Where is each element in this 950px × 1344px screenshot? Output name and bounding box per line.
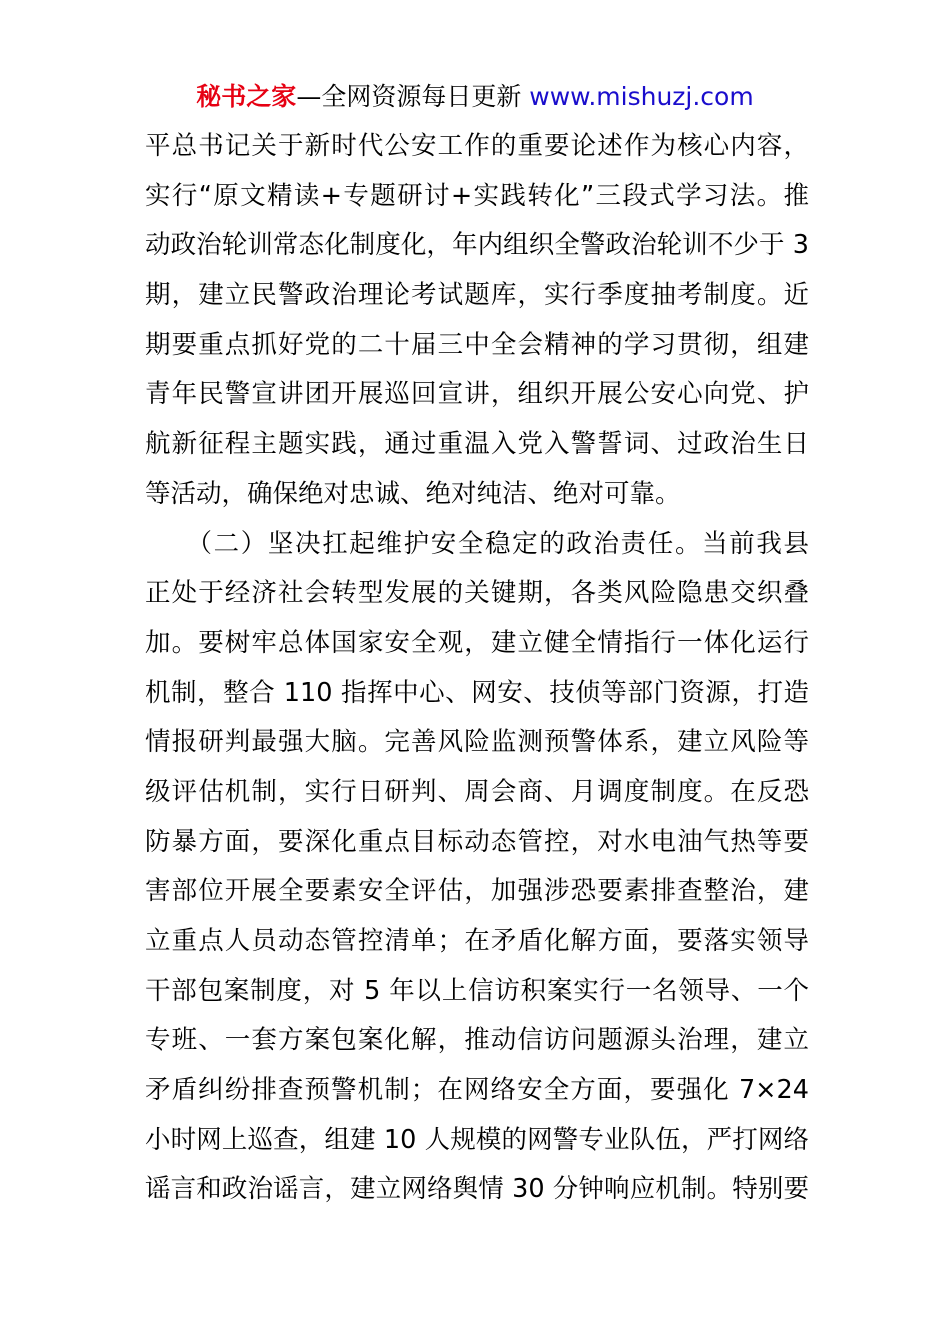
site-brand: 秘书之家 [196, 82, 297, 111]
text-line: 害部位开展全要素安全评估，加强涉恐要素排查整治，建 [145, 876, 809, 907]
text-line: 立重点人员动态管控清单；在矛盾化解方面，要落实领导 [145, 926, 809, 956]
text-line: 情报研判最强大脑。完善风险监测预警体系，建立风险等 [145, 727, 809, 758]
text-line: 航新征程主题实践，通过重温入党入警誓词、过政治生日 [145, 429, 809, 460]
text-line: 级评估机制，实行日研判、周会商、月调度制度。在反恐 [145, 776, 809, 807]
text-line: 期，建立民警政治理论考试题库，实行季度抽考制度。近 [145, 280, 809, 311]
text-line: 等活动，确保绝对忠诚、绝对纯洁、绝对可靠。 [145, 478, 681, 509]
text-line: 动政治轮训常态化制度化，年内组织全警政治轮训不少于 3 [145, 230, 809, 261]
text-line: 专班、一套方案包案化解，推动信访问题源头治理，建立 [145, 1025, 809, 1056]
text-line: 加。要树牢总体国家安全观，建立健全情指行一体化运行 [145, 627, 809, 658]
section-heading-line: （二）坚决扛起维护安全稳定的政治责任。当前我县 [145, 528, 809, 559]
text-line: 干部包案制度，对 5 年以上信访积案实行一名领导、一个 [145, 975, 809, 1006]
text-line: 谣言和政治谣言，建立网络舆情 30 分钟响应机制。特别要 [145, 1174, 809, 1205]
text-line: 小时网上巡查，组建 10 人规模的网警专业队伍，严打网络 [145, 1124, 809, 1155]
text-line: 正处于经济社会转型发展的关键期，各类风险隐患交织叠 [145, 578, 809, 609]
text-line: 实行“原文精读+专题研讨+实践转化”三段式学习法。推 [145, 180, 809, 211]
text-line: 青年民警宣讲团开展巡回宣讲，组织开展公安心向党、护 [145, 379, 809, 410]
document-body [145, 122, 809, 1215]
site-url-link[interactable]: www.mishuzj.com [529, 82, 754, 111]
text-line: 期要重点抓好党的二十届三中全会精神的学习贯彻，组建 [145, 329, 809, 360]
text-line: 机制，整合 110 指挥中心、网安、技侦等部门资源，打造 [145, 677, 809, 708]
text-line: 矛盾纠纷排查预警机制；在网络安全方面，要强化 7×24 [145, 1075, 809, 1106]
text-line: 防暴方面，要深化重点目标动态管控，对水电油气热等要 [145, 826, 809, 857]
text-line: 平总书记关于新时代公安工作的重要论述作为核心内容， [145, 131, 809, 161]
site-tagline: —全网资源每日更新 [296, 82, 522, 111]
site-header [0, 80, 950, 114]
